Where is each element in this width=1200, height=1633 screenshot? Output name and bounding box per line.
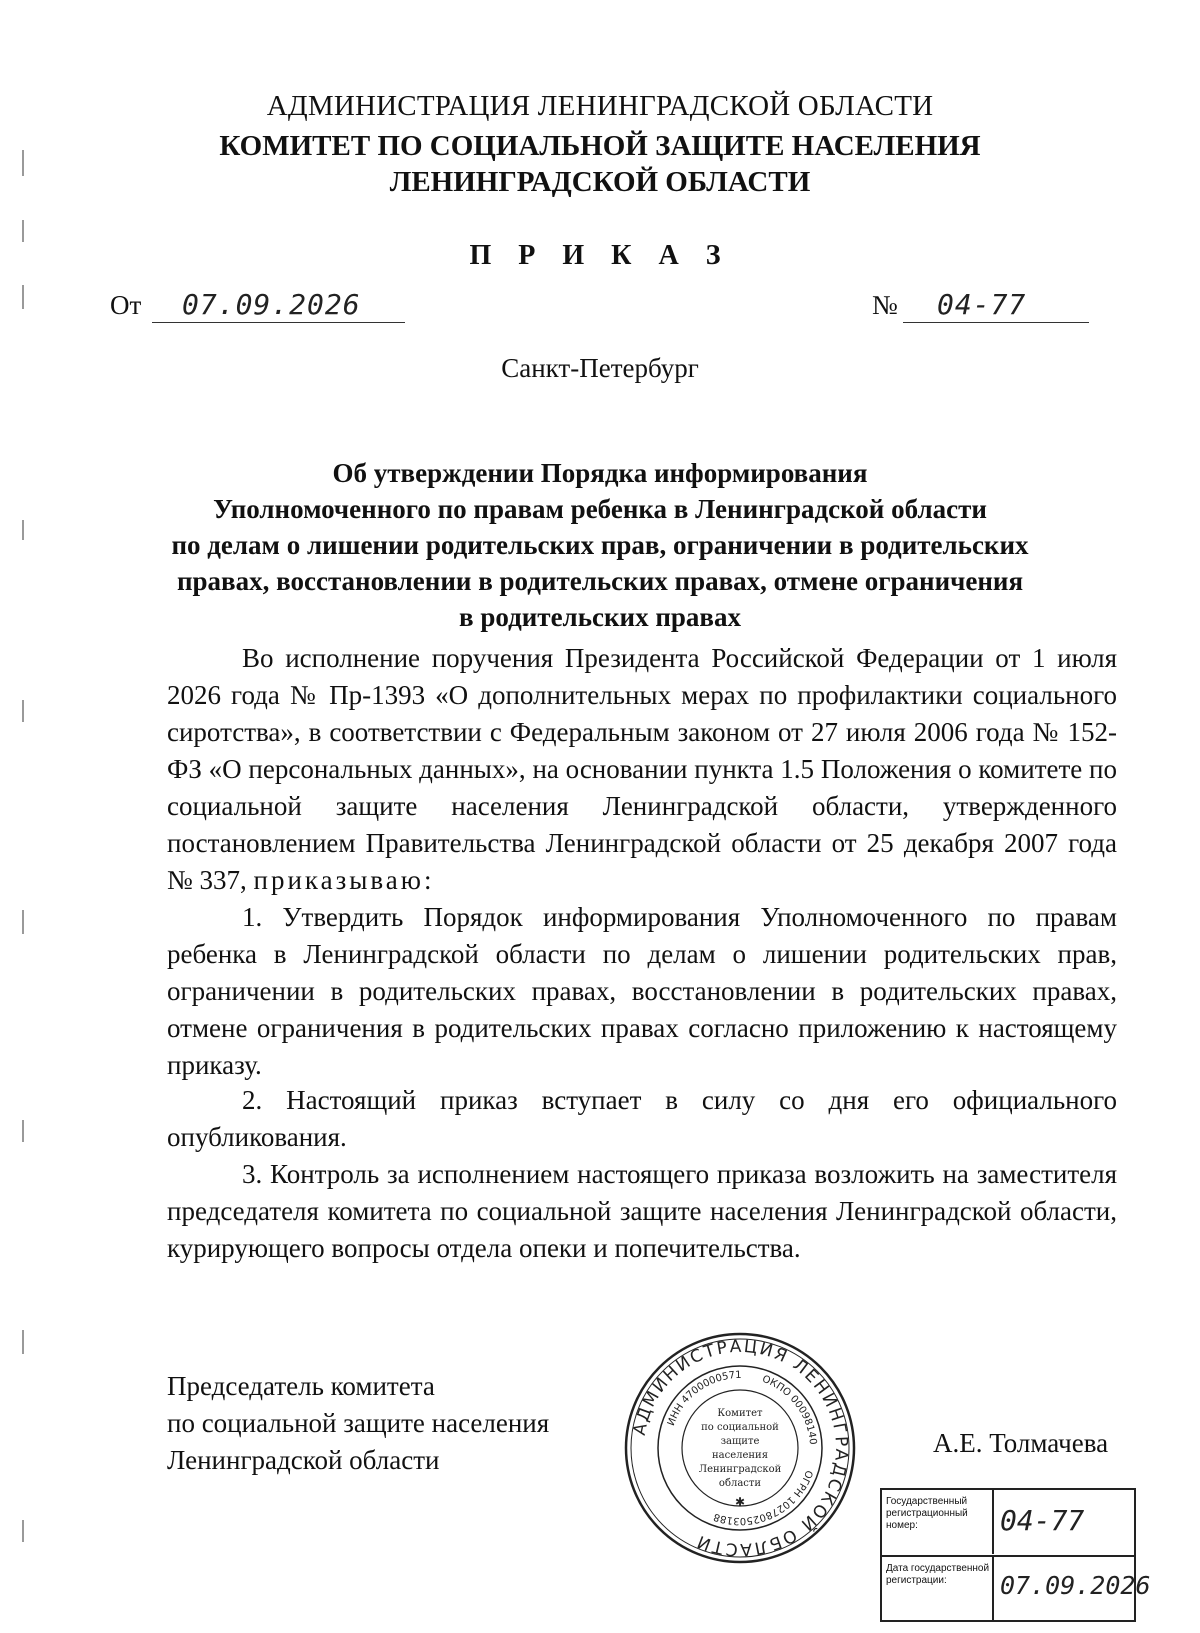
order-word: приказываю: — [253, 865, 435, 895]
registration-number-row — [882, 1490, 1134, 1554]
number-label: № — [872, 290, 898, 320]
seal-center-line: населения — [711, 1450, 769, 1461]
header-committee: КОМИТЕТ ПО СОЦИАЛЬНОЙ ЗАЩИТЕ НАСЕЛЕНИЯ — [219, 130, 981, 162]
seal-inn: ИНН 4700000571 — [665, 1369, 742, 1428]
registration-date-row — [882, 1555, 1151, 1621]
seal-okpo: ОКПО 00098140 — [760, 1373, 818, 1446]
scan-edge-mark — [22, 910, 24, 934]
preamble-text: Во исполнение поручения Президента Российской Федерации от 1 июля 2026 года № Пр-1393 «О дополнительных мерах по профилактики социального сиротства», в соответствии с Федеральным законом от 27 июля 2006 года № 152-ФЗ «О персональных данных», на основании пункта 1.5 Положения о комитете по социальной защите населения Ленинградской области, утвержденного постановлением Правительства Ленинградской области от 25 декабря 2007 года № 337, — [167, 643, 1117, 895]
signer-position-line: Ленинградской области — [167, 1445, 440, 1475]
scan-edge-mark — [22, 220, 24, 242]
title-line: по делам о лишении родительских прав, ограничении в родительских — [171, 530, 1029, 560]
number-value: 04-77 — [937, 288, 1027, 321]
signer-name: А.Е. Толмачева — [933, 1428, 1109, 1458]
item-1: 1. Утвердить Порядок информирования Уполномоченного по правам ребенка в Ленинградской области по делам о лишении родительских прав, ограничении в родительских правах, восстановлении в родительских правах, отмене ограничения в родительских правах согласно приложению к настоящему приказу. — [167, 902, 1117, 1080]
city: Санкт-Петербург — [501, 353, 699, 383]
seal-center-line: Комитет — [717, 1408, 763, 1419]
item-3: 3. Контроль за исполнением настоящего приказа возложить на заместителя председателя комитета по социальной защите населения Ленинградской области, курирующего вопросы отдела опеки и попечительства. — [167, 1159, 1117, 1263]
seal-center-line: по социальной — [701, 1422, 779, 1433]
registration-number-value: 04-77 — [1000, 1504, 1085, 1537]
scan-edge-mark — [22, 700, 24, 722]
date-value: 07.09.2026 — [182, 288, 361, 321]
registration-box — [880, 1488, 1151, 1622]
title-line: в родительских правах — [459, 602, 741, 632]
registration-divider — [992, 1490, 994, 1554]
header-administration: АДМИНИСТРАЦИЯ ЛЕНИНГРАДСКОЙ ОБЛАСТИ — [266, 90, 934, 122]
date-underline — [152, 322, 405, 323]
title-line: Об утверждении Порядка информирования — [332, 458, 868, 488]
registration-date-label: Дата государственной регистрации: — [886, 1563, 990, 1586]
official-seal — [620, 1328, 860, 1568]
preamble-paragraph — [167, 640, 1117, 899]
seal-center-line: области — [718, 1478, 762, 1489]
item-2: 2. Настоящий приказ вступает в силу со дня его официального опубликования. — [167, 1085, 1117, 1152]
scan-edge-mark — [22, 1120, 24, 1142]
scan-edge-mark — [22, 1520, 24, 1542]
seal-center-line: защите — [720, 1436, 760, 1447]
title-line: Уполномоченного по правам ребенка в Ленинградской области — [213, 494, 987, 524]
header-region: ЛЕНИНГРАДСКОЙ ОБЛАСТИ — [389, 166, 811, 198]
date-label: От — [110, 290, 142, 320]
registration-divider — [992, 1557, 994, 1621]
number-underline — [903, 322, 1089, 323]
seal-center-line: Ленинградской — [698, 1464, 782, 1475]
registration-number-label: Государственный регистрационный номер: — [886, 1496, 968, 1531]
scan-edge-mark — [22, 1330, 24, 1354]
registration-date-value: 07.09.2026 — [1000, 1571, 1151, 1600]
document-title — [0, 455, 1200, 635]
seal-ogrn: ОГРН 1027802503188 — [712, 1468, 815, 1527]
signer-position-line: по социальной защите населения — [167, 1408, 550, 1438]
seal-star-icon: ✱ — [734, 1495, 746, 1509]
signer-position — [167, 1368, 549, 1479]
seal-outer-text: АДМИНИСТРАЦИЯ ЛЕНИНГРАДСКОЙ ОБЛАСТИ — [629, 1336, 852, 1560]
signer-position-line: Председатель комитета — [167, 1371, 435, 1401]
document-type: П Р И К А З — [469, 240, 731, 271]
title-line: правах, восстановлении в родительских правах, отмене ограничения — [176, 566, 1024, 596]
scan-edge-mark — [22, 285, 24, 309]
